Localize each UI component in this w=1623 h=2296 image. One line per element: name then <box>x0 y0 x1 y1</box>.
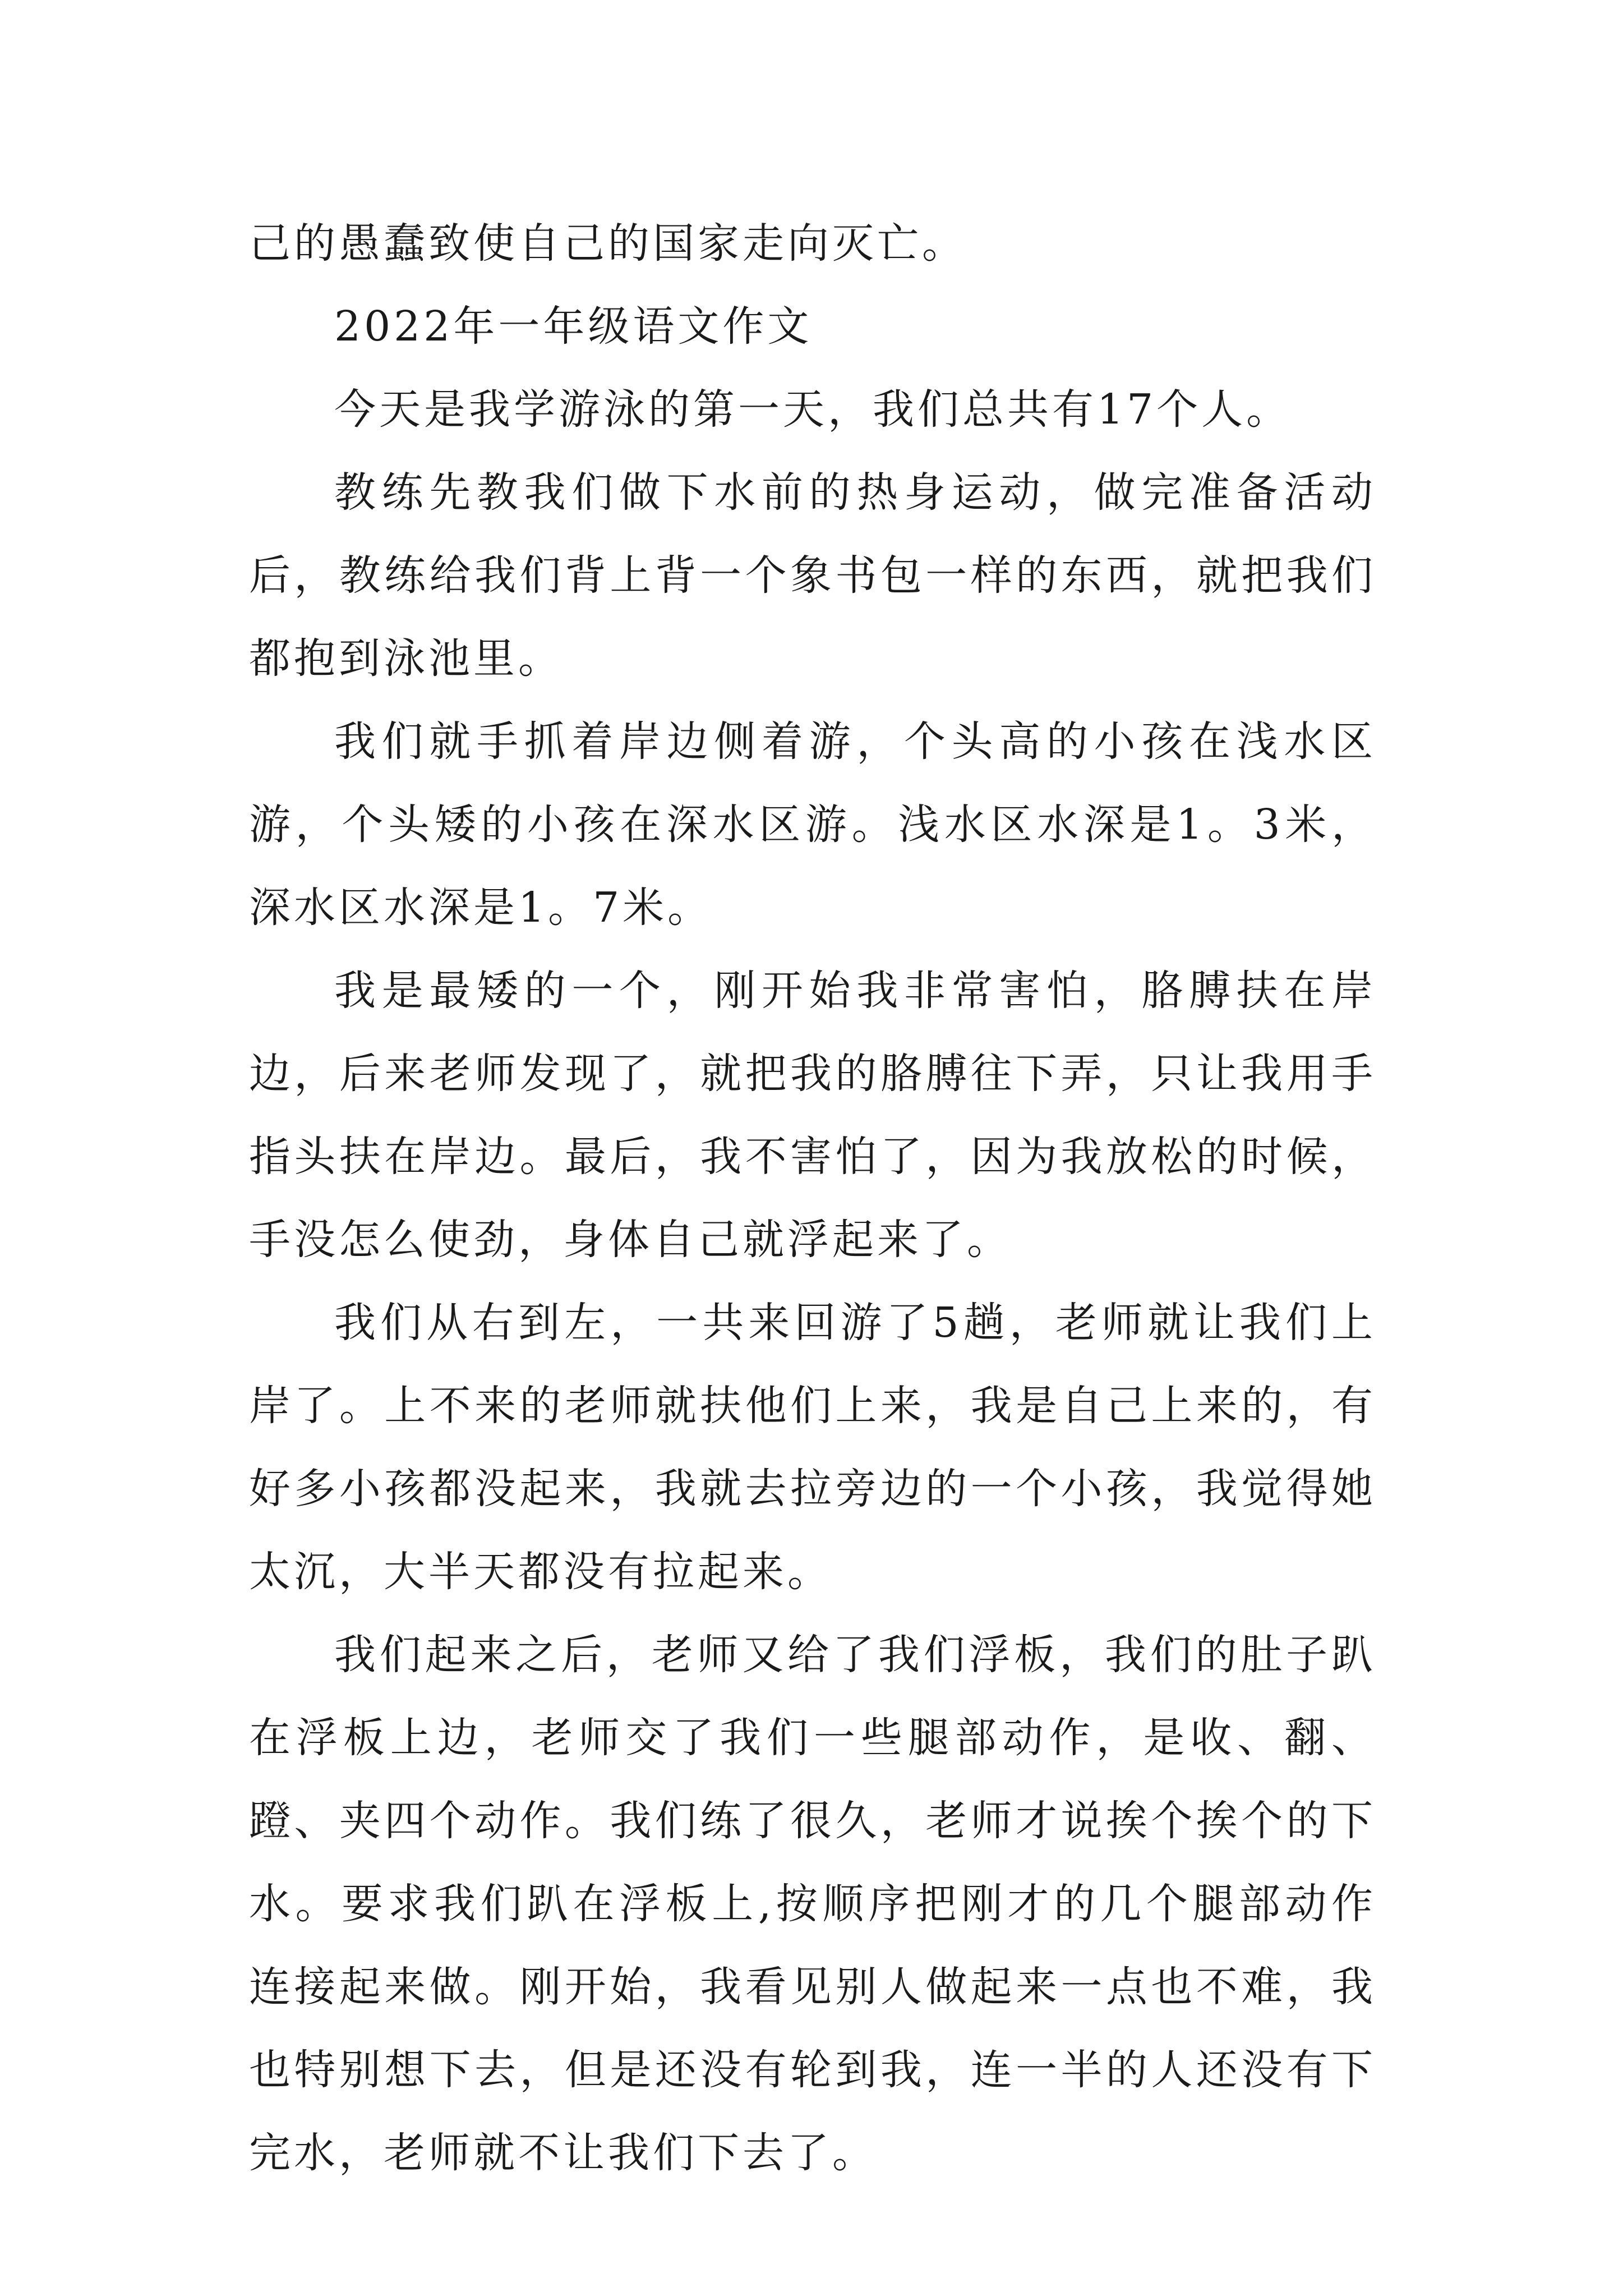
document-body <box>249 202 1376 2194</box>
paragraph-continuation: 己的愚蠢致使自己的国家走向灭亡。 <box>249 219 967 268</box>
paragraph: 我们从右到左，一共来回游了5趟，老师就让我们上岸了。上不来的老师就扶他们上来，我是自己上来的，有好多小孩都没起来，我就去拉旁边的一个小孩，我觉得她太沉，大半天都没有拉起来。 <box>249 1299 1376 1596</box>
paragraph: 教练先教我们做下水前的热身运动，做完准备活动后，教练给我们背上背一个象书包一样的东西，就把我们都抱到泳池里。 <box>249 468 1376 683</box>
paragraph: 今天是我学游泳的第一天，我们总共有17个人。 <box>334 385 1292 434</box>
paragraph: 我是最矮的一个，刚开始我非常害怕，胳膊扶在岸边，后来老师发现了，就把我的胳膊往下弄，只让我用手指头扶在岸边。最后，我不害怕了，因为我放松的时候，手没怎么使劲，身体自己就浮起来了。 <box>249 967 1376 1264</box>
essay-title: 2022年一年级语文作文 <box>334 302 813 351</box>
paragraph: 我们起来之后，老师又给了我们浮板，我们的肚子趴在浮板上边，老师交了我们一些腿部动作，是收、翻、蹬、夹四个动作。我们练了很久，老师才说挨个挨个的下水。要求我们趴在浮板上,按顺序把刚才的几个腿部动作连接起来做。刚开始，我看见别人做起来一点也不难，我也特别想下去，但是还没有轮到我，连一半的人还没有下完水，老师就不让我们下去了。 <box>249 1631 1376 2177</box>
paragraph: 我们就手抓着岸边侧着游，个头高的小孩在浅水区游，个头矮的小孩在深水区游。浅水区水深是1。3米，深水区水深是1。7米。 <box>249 717 1376 932</box>
